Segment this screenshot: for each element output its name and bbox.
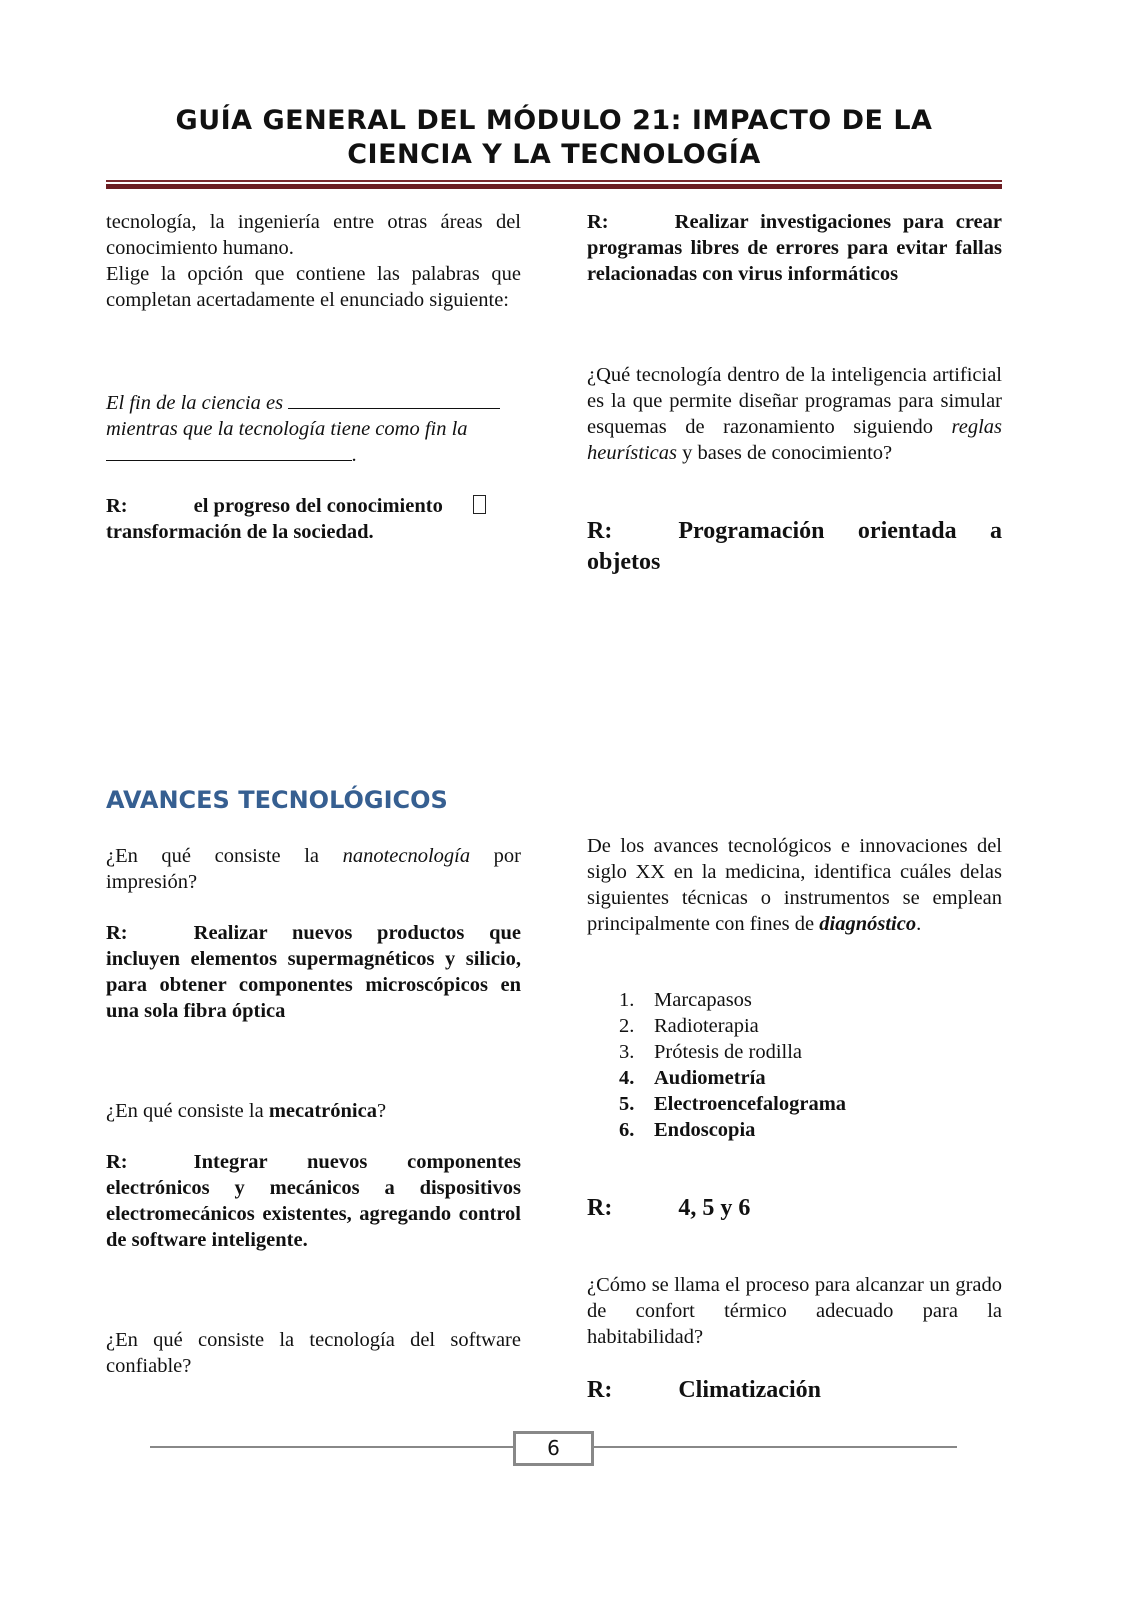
list-item <box>587 1039 1002 1065</box>
list-text: Radioterapia <box>654 1015 759 1037</box>
title-line-2: CIENCIA Y LA TECNOLOGÍA <box>347 139 761 170</box>
question-text: De los avances tecnológicos e innovaciones del siglo XX en la medicina, identifica cuáles delas siguientes técnicas o instrumentos se emplean principalmente con fines de <box>587 835 1002 935</box>
header-rule-thin <box>106 180 1002 182</box>
list-text: Endoscopia <box>654 1119 756 1141</box>
statement-part-a: El fin de la ciencia es <box>106 392 284 414</box>
options-list <box>587 987 1002 1143</box>
list-item <box>587 1117 1002 1143</box>
blank-line <box>288 390 500 409</box>
answer-text: Integrar nuevos componentes electrónicos y mecánicos a dispositivos electromecánicos existentes, agregando control de software inteligente. <box>106 1151 521 1251</box>
list-text: Marcapasos <box>654 989 752 1011</box>
question-emphasis: mecatrónica <box>268 1100 377 1122</box>
statement-part-b: mientras que la tecnología tiene como fin la <box>106 418 468 440</box>
list-text: Audiometría <box>654 1067 766 1089</box>
answer-text: Climatización <box>678 1377 821 1403</box>
page-title <box>106 104 1002 172</box>
answer-text: el progreso del conocimiento <box>193 495 443 517</box>
blank-line <box>106 442 352 461</box>
answer-block <box>106 1149 521 1253</box>
answer-label: R: <box>587 1377 613 1403</box>
instruction-text: Elige la opción que contiene las palabras que completan acertadamente el enunciado siguiente: <box>106 263 521 311</box>
list-number: 5. <box>619 1093 635 1115</box>
intro-text: tecnología, la ingeniería entre otras áreas del conocimiento humano. <box>106 211 521 259</box>
question-emphasis: nanotecnología <box>342 845 471 867</box>
question-text: ¿Cómo se llama el proceso para alcanzar un grado de confort térmico adecuado para la habitabilidad? <box>587 1274 1002 1348</box>
title-line-1: GUÍA GENERAL DEL MÓDULO 21: IMPACTO DE LA <box>175 105 933 136</box>
list-item <box>587 987 1002 1013</box>
question-block <box>587 833 1002 937</box>
answer-text: Programación orientada a objetos <box>587 518 1002 575</box>
answer-label: R: <box>106 922 128 944</box>
list-item <box>587 1091 1002 1117</box>
question-emphasis: diagnóstico <box>819 913 917 935</box>
question-block <box>106 1327 521 1379</box>
list-number: 3. <box>619 1041 635 1063</box>
question-text: . <box>916 913 922 935</box>
answer-text: 4, 5 y 6 <box>678 1195 751 1221</box>
question-text: ¿En qué consiste la tecnología del software confiable? <box>106 1329 521 1377</box>
answer-label: R: <box>106 495 128 517</box>
question-text: ¿Qué tecnología dentro de la inteligencia artificial es la que permite diseñar programas para simular esquemas de razonamiento siguiendo <box>587 364 1002 438</box>
list-text: Electroencefalograma <box>654 1093 847 1115</box>
list-item <box>587 1065 1002 1091</box>
list-number: 4. <box>619 1067 635 1089</box>
answer-label: R: <box>587 518 613 544</box>
intro-paragraph <box>106 209 521 313</box>
answer-block <box>106 493 521 545</box>
question-block <box>587 362 1002 466</box>
answer-block <box>587 516 1002 578</box>
answer-label: R: <box>587 1195 613 1221</box>
list-number: 1. <box>619 989 635 1011</box>
question-text: ? <box>376 1100 387 1122</box>
question-text: por impresión? <box>106 845 521 893</box>
page-number: 6 <box>513 1431 594 1466</box>
list-number: 2. <box>619 1015 635 1037</box>
missing-glyph-icon <box>473 495 486 514</box>
question-block <box>106 843 521 895</box>
question-block <box>106 1098 521 1124</box>
answer-block <box>587 1193 1002 1224</box>
section-heading: AVANCES TECNOLÓGICOS <box>106 786 448 814</box>
header-rule-thick <box>106 184 1002 189</box>
list-number: 6. <box>619 1119 635 1141</box>
question-block <box>587 1272 1002 1350</box>
answer-block <box>106 920 521 1024</box>
answer-block <box>587 1375 1002 1406</box>
fill-in-statement: El fin de la ciencia es mientras que la tecnología tiene como fin la . <box>106 390 521 468</box>
list-text: Prótesis de rodilla <box>654 1041 803 1063</box>
question-emphasis: reglas heurísticas <box>587 416 1002 464</box>
question-text: ¿En qué consiste la <box>106 1100 264 1122</box>
answer-label: R: <box>587 211 609 233</box>
question-text: y bases de conocimiento? <box>682 442 893 464</box>
list-item <box>587 1013 1002 1039</box>
answer-text: Realizar investigaciones para crear programas libres de errores para evitar fallas relacionadas con virus informáticos <box>587 211 1002 285</box>
question-text: ¿En qué consiste la <box>106 845 319 867</box>
answer-text: Realizar nuevos productos que incluyen elementos supermagnéticos y silicio, para obtener componentes microscópicos en una sola fibra óptica <box>106 922 521 1022</box>
answer-block <box>587 209 1002 287</box>
answer-text: transformación de la sociedad. <box>106 521 374 543</box>
answer-label: R: <box>106 1151 128 1173</box>
